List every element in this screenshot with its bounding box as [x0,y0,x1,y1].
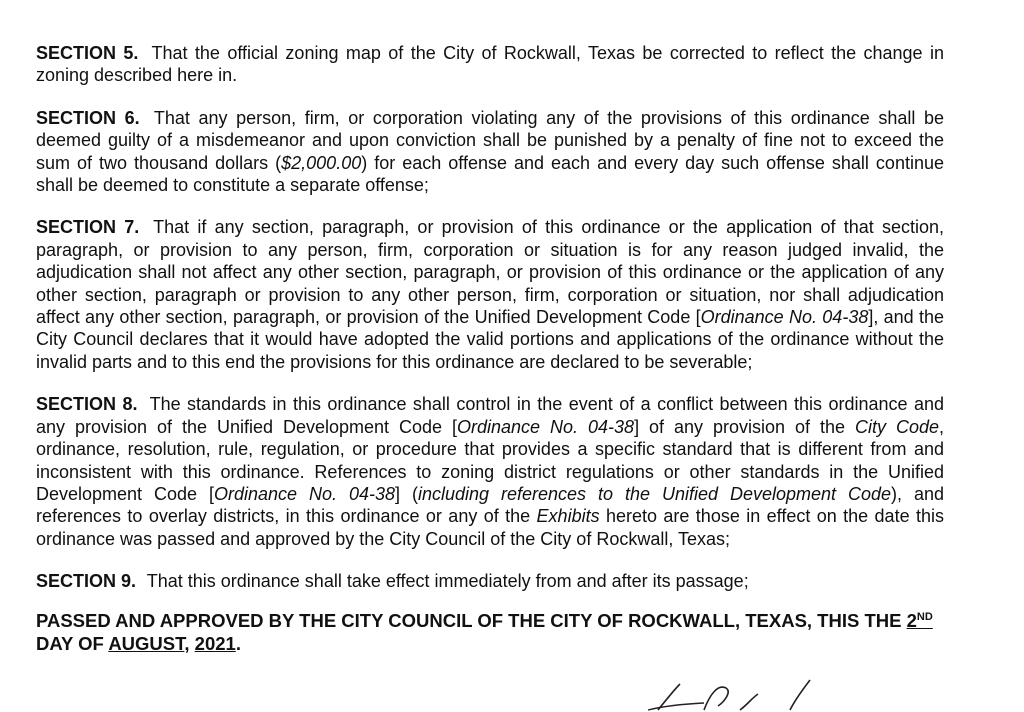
section-italic-text: Ordinance No. 04-38 [700,307,869,328]
section-paragraph [36,393,944,550]
section-italic-text: Exhibits [536,506,600,527]
section-text: The standards in this ordinance shall control in the event of a conflict between this ordinance and any provision of the Unified Development Code [ [36,394,945,437]
section-label: SECTION 7. [36,217,140,238]
section-text: That this ordinance shall take effect immediately from and after its passage; [146,571,749,592]
section-text: ], and the City Council declares that it would have adopted the valid portions and applications of the ordinance without the invalid parts and to this end the provisions for this ordinance are declared to be severable; [36,307,944,372]
section-italic-text: Ordinance No. 04-38 [214,483,396,504]
passed-month: AUGUST [108,632,185,654]
passed-approved-statement: PASSED AND APPROVED BY THE CITY COUNCIL OF THE CITY OF ROCKWALL, TEXAS, THIS THE 2ND DAY OF AUGUST, 2021. [36,609,933,654]
section-text: ] of any provision of the [634,416,855,437]
passed-day-of: DAY OF [36,632,109,654]
section-text: ] ( [395,483,418,504]
section-paragraph [36,107,944,197]
passed-day: 2ND [906,609,933,631]
section-text: hereto are those in effect on the date this ordinance was passed and approved by the City Council of the City of Rockwall, Texas; [36,506,944,549]
section-text: That the official zoning map of the City of Rockwall, Texas be corrected to reflect the change in zoning described here in. [36,43,944,86]
section-paragraph [36,42,944,87]
passed-text: PASSED AND APPROVED BY THE CITY COUNCIL OF THE CITY OF ROCKWALL, TEXAS, THIS THE [36,609,907,631]
section-italic-text: including references to the Unified Development Code [418,483,892,504]
section-paragraph [36,216,944,373]
passed-year: 2021 [194,632,236,654]
section-text: ), and references to overlay districts, in this ordinance or any of the [36,483,945,527]
section-text: , ordinance, resolution, rule, regulation, or procedure that provides a specific standard that is different from and inconsistent with this ordinance. References to zoning district regulations or other standards in the Unified Development Code [ [36,416,945,504]
section-text: That if any section, paragraph, or provision of this ordinance or the application of that section, paragraph, or provision to any person, firm, corporation or situation is for any reason judged invalid, the adjudication shall not affect any other section, paragraph, or provision of this ordinance or the application of any other section, paragraph or provision to any other person, firm, corporation or situation, nor shall adjudication affect any other section, paragraph, or provision of the Unified Development Code [ [36,217,944,328]
section-text: ) for each offense and each and every day such offense shall continue shall be deemed to constitute a separate offense; [36,152,944,196]
section-label: SECTION 6. [36,107,140,128]
section-label: SECTION 8. [36,394,138,415]
section-italic-text: $2,000.00 [281,152,362,173]
ordinance-page [36,42,944,655]
sections-container [36,42,944,593]
section-text: That any person, firm, or corporation violating any of the provisions of this ordinance shall be deemed guilty of a misdemeanor and upon conviction shall be punished by a penalty of fine not to exceed the sum of two thousand dollars ( [36,107,944,173]
signature-mark [640,676,830,712]
section-label: SECTION 5. [36,43,139,63]
section-label: SECTION 9. [36,571,137,592]
section-paragraph [36,570,944,592]
section-italic-text: City Code [855,416,940,437]
section-italic-text: Ordinance No. 04-38 [457,416,635,437]
